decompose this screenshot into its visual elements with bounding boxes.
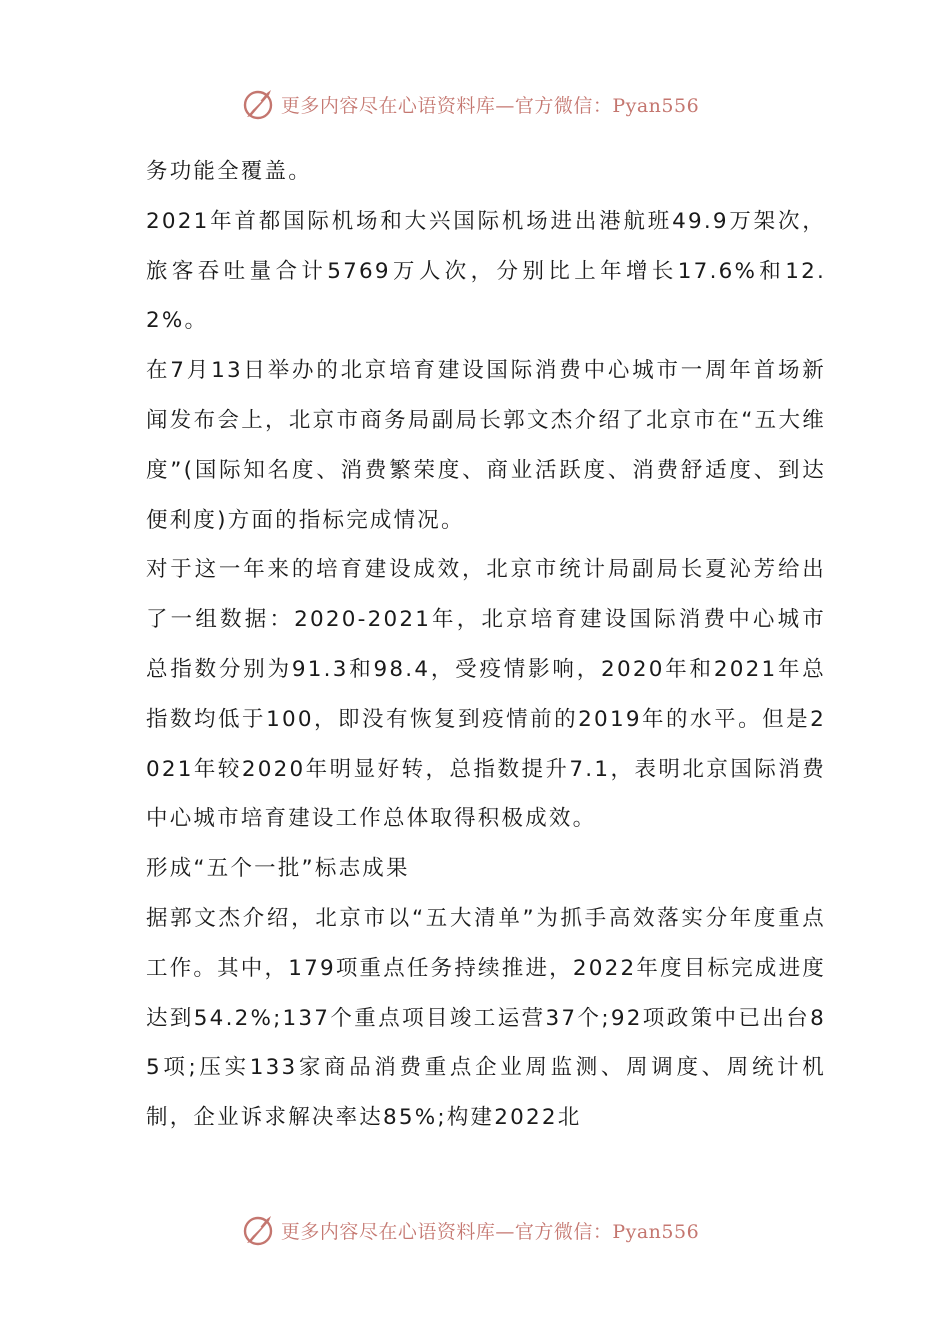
paragraph: 据郭文杰介绍，北京市以“五大清单”为抓手高效落实分年度重点工作。其中，179项重点任务持续推进，2022年度目标完成进度达到54.2%;137个重点项目竣工运营37个;92项政策中已出台85项;压实133家商品消费重点企业周监测、周调度、周统计机制，企业诉求解决率达85%;构建2022北: [146, 905, 826, 1131]
paragraph: 对于这一年来的培育建设成效，北京市统计局副局长夏沁芳给出了一组数据：2020-2021年，北京培育建设国际消费中心城市总指数分别为91.3和98.4，受疫情影响，2020年和2021年总指数均低于100，即没有恢复到疫情前的2019年的水平。但是2021年较2020年明显好转，总指数提升7.1，表明北京国际消费中心城市培育建设工作总体取得积极成效。: [146, 557, 826, 832]
paragraph: 2021年首都国际机场和大兴国际机场进出港航班49.9万架次，旅客吞吐量合计5769万人次，分别比上年增长17.6%和12.2%。: [146, 208, 826, 334]
watermark-text: 更多内容尽在心语资料库—官方微信：Pyan556: [280, 94, 700, 117]
quill-pen-circle-icon: [241, 1212, 277, 1248]
quill-pen-circle-icon: [241, 86, 277, 122]
header-watermark: [0, 84, 950, 124]
section-heading: 形成“五个一批”标志成果: [146, 856, 410, 882]
paragraph: 务功能全覆盖。: [146, 159, 312, 184]
paragraph: 在7月13日举办的北京培育建设国际消费中心城市一周年首场新闻发布会上，北京市商务局副局长郭文杰介绍了北京市在“五大维度”(国际知名度、消费繁荣度、商业活跃度、消费舒适度、到达便利度)方面的指标完成情况。: [146, 358, 826, 533]
watermark-text: 更多内容尽在心语资料库—官方微信：Pyan556: [280, 1220, 700, 1243]
footer-watermark: [0, 1210, 950, 1250]
document-body: [146, 147, 826, 1143]
